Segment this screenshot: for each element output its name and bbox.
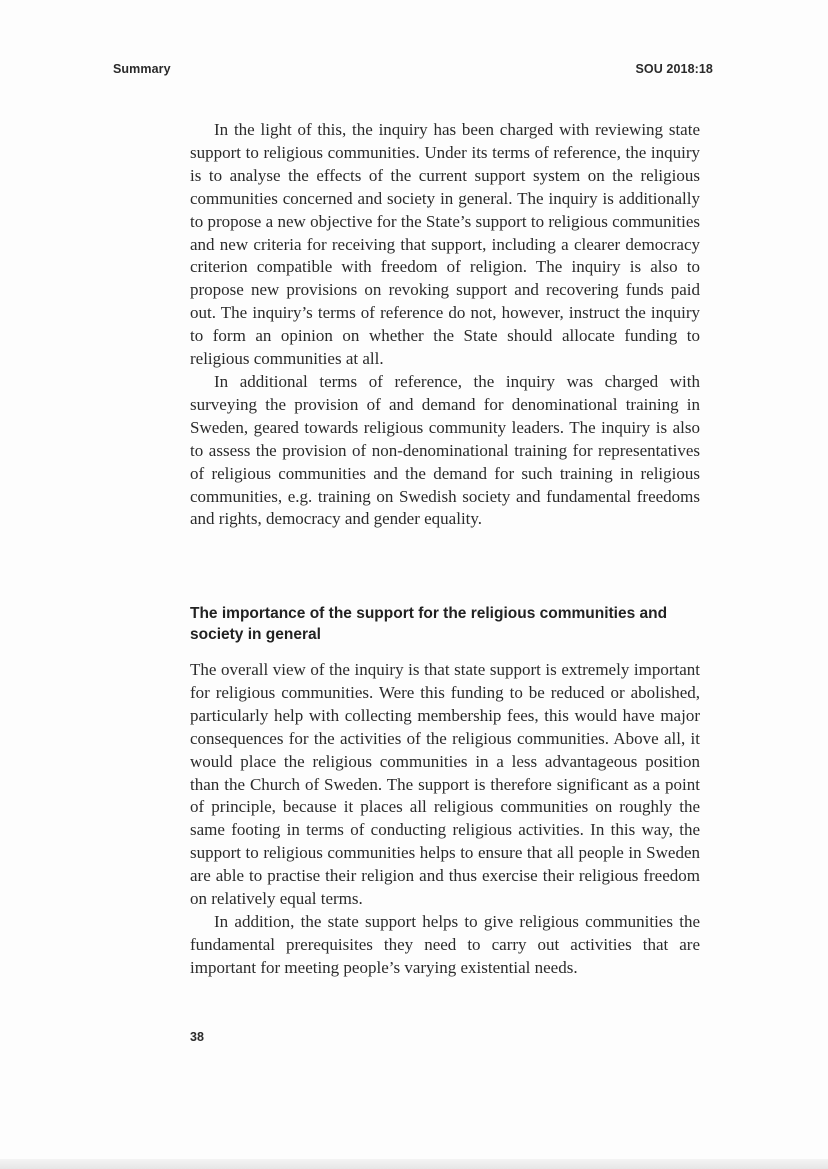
- paragraph-overall-view: The overall view of the inquiry is that state support is extremely important for religious communities. Were this funding to be reduced or abolished, particularly help with collecting membership fees, this would have major consequences for the activities of the religious communities. Above all, it would place the religious communities in a less advantageous position than the Church of Sweden. The support is therefore significant as a point of principle, because it places all religious communities on roughly the same footing in terms of conducting religious activities. In this way, the support to religious communities helps to ensure that all people in Sweden are able to practise their religion and thus exercise their religious freedom on relatively equal terms.: [190, 660, 700, 909]
- paragraph-additional-terms: In additional terms of reference, the inquiry was charged with surveying the provision of and demand for denominational training in Sweden, geared towards religious community leaders. The inquiry is also to assess the provision of non-denominational training for representatives of religious communities and the demand for such training in religious communities, e.g. training on Swedish society and fundamental freedoms and rights, democracy and gender equality.: [190, 371, 700, 529]
- section-heading: The importance of the support for the religious communities and society in general: [190, 605, 668, 643]
- page-bottom-edge: [0, 1159, 828, 1169]
- page-number: 38: [190, 1030, 204, 1044]
- running-head-report-id: SOU 2018:18: [635, 62, 713, 76]
- paragraph-terms-of-reference: In the light of this, the inquiry has been charged with reviewing state support to religious communities. Under its terms of reference, the inquiry is to analyse the effects of the current support system on the religious communities concerned and society in general. The inquiry is additionally to propose a new objective for the State’s support to religious communities and new criteria for receiving that support, including a clearer democracy criterion compatible with freedom of religion. The inquiry is also to propose new provisions on revoking support and recovering funds paid out. The inquiry’s terms of reference do not, however, instruct the inquiry to form an opinion on whether the State should allocate funding to religious communities at all.: [190, 120, 700, 369]
- intro-text-block: [190, 119, 700, 531]
- paragraph-existential-needs: In addition, the state support helps to give religious communities the fundamental prerequisites they need to carry out activities that are important for meeting people’s varying existential needs.: [190, 911, 700, 977]
- running-head-section: Summary: [113, 62, 171, 76]
- section-text-block: [190, 659, 700, 980]
